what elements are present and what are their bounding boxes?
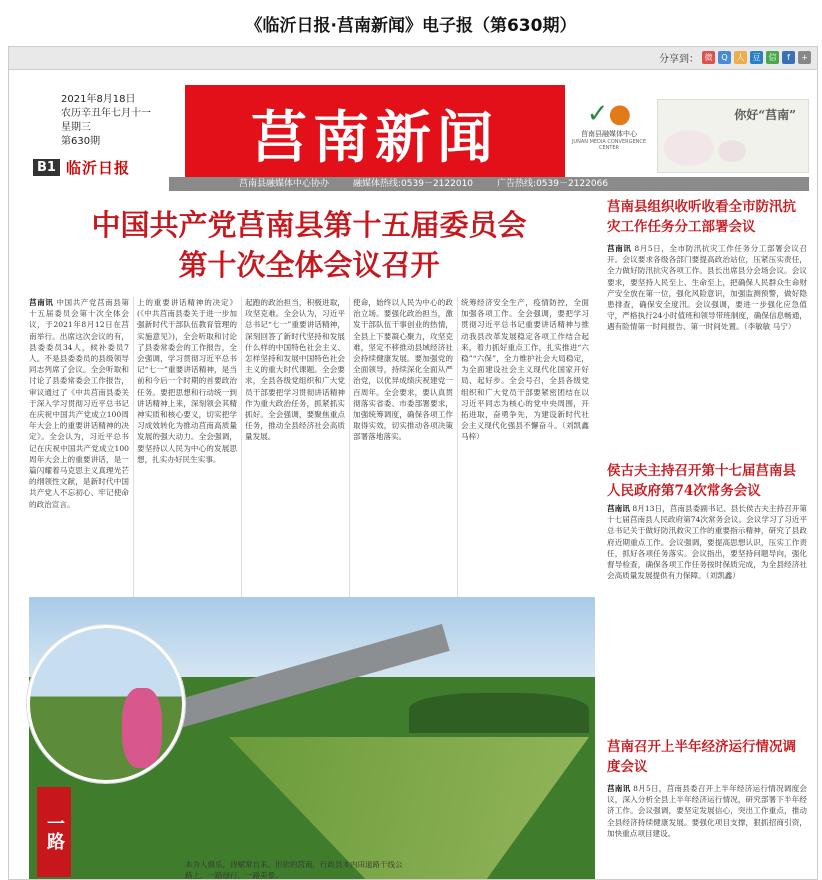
- article-1-text: 8月5日，全市防汛抗灾工作任务分工部署会议召开。会议要求各级各部门要提高政治站位，压紧压实责任，全力做好防汛抗灾各项工作。县长出席县分会场会议。会议要求，要坚持人民至上、生命至上，把确保人民群众生命财产安全放在第一位，强化风险意识，加强监测预警，做好隐患排查，确保安全度汛。会议强调，要进一步强化应急值守，严格执行24小时值班和领导带班制度，确保信息畅通，遇有险情第一时间报告、第一时间处置。（李敏敏 马宁）: [607, 244, 807, 332]
- douban-share-icon[interactable]: 豆: [750, 51, 763, 64]
- lead-column-1: [29, 297, 129, 597]
- promo-banner[interactable]: [657, 99, 809, 173]
- photo-caption: 本为人俱乐，诗赋常自来。但依的莒南，行政县本内田道路干线公路上，一路绿行，一路美景。: [185, 860, 403, 880]
- promo-slogan: 你好“莒南”: [734, 108, 796, 122]
- facebook-share-icon[interactable]: f: [782, 51, 795, 64]
- photo-vertical-label: 一路: [37, 787, 71, 877]
- page-label: [33, 157, 130, 178]
- blossom-image-2: [718, 140, 746, 162]
- wechat-share-icon[interactable]: 信: [766, 51, 779, 64]
- weibo-share-icon[interactable]: 微: [702, 51, 715, 64]
- column-divider: [349, 297, 350, 597]
- lead-col1-text: 中国共产党莒南县第十五届委员会第十次全体会议，于2021年8月12日在莒南举行。出席这次会议的有，县委委员34人，候补委员7人。不是县委委员的县级领导同志列席了会议。全会听取和讨论了县委常委会工作报告，审议通过了《中共莒南县委关于深入学习贯彻习近平总书记在庆祝中国共产党成立100周年大会上的重要讲话精神的决定》。全会认为，习近平总书记在庆祝中国共产党成立100周年大会上的重要讲话，是一篇闪耀着马克思主义真理光芒的纲领性文献，是新时代中国共产党人不忘初心、牢记使命的政治宣言。: [29, 298, 129, 509]
- lunar-date: 农历辛丑年七月十一: [61, 108, 151, 119]
- page-title: 《临沂日报·莒南新闻》电子报（第630期）: [245, 15, 577, 36]
- article-2-text: 8月13日，莒南县委副书记、县长侯古夫主持召开第十七届莒南县人民政府第74次常务会议。会议学习了习近平总书记关于做好防汛救灾工作的重要指示精神，研究了县政府近期重点工作。会议强调，要提高思想认识，压实工作责任，抓好各项任务落实。会议指出，要坚持问题导向，强化督导检查，确保各项工作任务按时保质完成，为全县经济社会高质量发展提供有力保障。（刘凯鑫）: [607, 504, 807, 581]
- article-1-author: 莒南讯: [607, 244, 632, 253]
- blossom-image: [664, 130, 714, 166]
- article-3-body: [607, 783, 807, 873]
- page-code: B1: [33, 159, 60, 176]
- emblem-mark: ✓●: [586, 99, 632, 129]
- column-divider: [457, 297, 458, 597]
- lead-col4-text: 使命，始终以人民为中心的政治立场。要强化政治担当，激发干部队伍干事创业的热情，全县上下要凝心聚力，攻坚克难，坚定不移推动县域经济社会持续健康发展。要加强党的全面领导，持续深化全面从严治党，以优异成绩庆祝建党一百周年。全会要求，要认真贯彻落实省委、市委部署要求，加强统筹调度，确保各项工作取得实效，切实推动各项决策部署落地落实。: [353, 298, 453, 442]
- article-2-author: 莒南讯: [607, 504, 630, 513]
- weekday: 星期三: [61, 122, 91, 133]
- hotline-label: 融媒体热线:0539－2122010: [353, 179, 474, 189]
- more-share-icon[interactable]: +: [798, 51, 811, 64]
- info-bar: [169, 177, 809, 191]
- media-center-emblem: [564, 99, 654, 179]
- issue-date: 2021年8月18日: [61, 94, 136, 105]
- inset-photo[interactable]: [27, 625, 185, 783]
- photo-trees: [409, 693, 589, 733]
- share-group: [659, 50, 811, 65]
- lead-column-5: [461, 297, 589, 597]
- article-3-headline[interactable]: 莒南召开上半年经济运行情况调度会议: [607, 739, 796, 775]
- lead-headline-line-2: 第十次全体会议召开: [178, 248, 440, 282]
- issue-info: [61, 93, 151, 149]
- media-center-en: JUNAN MEDIA CONVERGENCE CENTER: [571, 139, 647, 151]
- article-3-author: 莒南讯: [607, 784, 631, 793]
- host-label: 莒南县融媒体中心协办: [239, 179, 330, 189]
- newspaper-logo: [185, 85, 565, 183]
- lead-column-3: [245, 297, 345, 597]
- share-toolbar: [9, 47, 817, 70]
- paper-name: 临沂日报: [65, 159, 130, 177]
- article-2-body: [607, 503, 807, 723]
- renren-share-icon[interactable]: 人: [734, 51, 747, 64]
- newspaper-page: [8, 46, 818, 880]
- article-1-body: [607, 243, 807, 453]
- article-1-headline[interactable]: 莒南县组织收听收看全市防汛抗灾工作任务分工部署会议: [607, 199, 796, 235]
- lead-headline-line-1: 中国共产党莒南县第十五届委员会: [91, 208, 527, 242]
- lead-author: 莒南讯: [29, 298, 54, 307]
- lead-col5-text: 统筹经济安全生产，疫情防控，全面加强各项工作。全会强调，要把学习贯彻习近平总书记重要讲话精神与推动我县改革发展稳定各项工作结合起来，着力抓好重点工作，扎实推进“六稳”“六保”，全力维护社会大局稳定，为全面建设社会主义现代化国家开好局、起好步。全会号召，全县各级党组织和广大党员干部要紧密团结在以习近平同志为核心的党中央周围，开拓进取，奋勇争先，为建设新时代社会主义现代化强县不懈奋斗。（刘凯鑫 马梓）: [461, 298, 589, 442]
- lead-column-2: [137, 297, 237, 597]
- logo-text: 莒南新闻: [251, 105, 499, 171]
- media-center-cn: 莒南县融媒体中心: [581, 130, 637, 138]
- lead-headline[interactable]: [29, 205, 589, 285]
- share-label: 分享到：: [659, 54, 699, 65]
- article-2-headline[interactable]: 侯古夫主持召开第十七届莒南县人民政府第74次常务会议: [607, 463, 796, 499]
- masthead: [9, 69, 817, 177]
- inset-flowers: [122, 688, 162, 768]
- qzone-share-icon[interactable]: Q: [718, 51, 731, 64]
- lead-col3-text: 起跑的政治担当，积极进取，攻坚克难。全会认为，习近平总书记“七一”重要讲话精神，深刻回答了新时代坚持和发展什么样的中国特色社会主义、怎样坚持和发展中国特色社会主义的重大时代课题。全会要求，全县各级党组织和广大党员干部要把学习贯彻讲话精神作为重大政治任务，抓紧抓实抓好。全会强调，要聚焦重点任务，推动全县经济社会高质量发展。: [245, 298, 345, 442]
- issue-number: 第630期: [61, 136, 101, 147]
- ad-phone-label: 广告热线:0539－2122066: [497, 179, 609, 189]
- article-3-text: 8月5日，莒南县委召开上半年经济运行情况调度会议，深入分析全县上半年经济运行情况，研究部署下半年经济工作。会议强调，要坚定发展信心，突出工作重点，推动全县经济持续健康发展。要强化项目支撑，狠抓招商引资，加快重点项目建设。: [607, 784, 807, 838]
- column-divider: [133, 297, 134, 597]
- lead-column-4: [353, 297, 453, 597]
- column-divider: [241, 297, 242, 597]
- lead-col2-text: 上的重要讲话精神的决定》(《中共莒南县委关于进一步加强新时代干部队伍教育管理的实施意见》)，全会听取和讨论了县委常委会的工作报告，全会强调，学习贯彻习近平总书记“七一”重要讲话精神，是当前和今后一个时期的首要政治任务。要把思想和行动统一到讲话精神上来，深刻领会其精神实质和核心要义，切实把学习成效转化为推动莒南高质量发展的强大动力。全会强调，要坚持以人民为中心的发展思想，扎实办好民生实事。: [137, 298, 237, 464]
